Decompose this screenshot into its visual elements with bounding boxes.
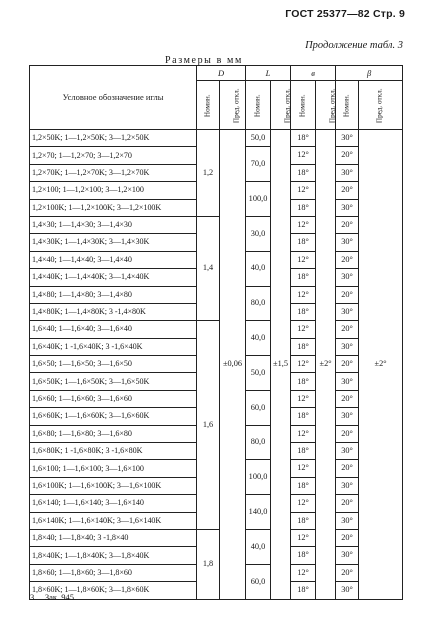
l-nominal-cell: 40,0 [246, 529, 271, 564]
b-nominal-cell: 18° [291, 234, 316, 251]
sub-header-nominal: Номин. [298, 94, 307, 117]
needle-designation: 1,6×60K; 1—1,6×60K; 3—1,6×60K [30, 408, 197, 425]
b-nominal-cell: 18° [291, 443, 316, 460]
b-nominal-cell: 18° [291, 130, 316, 147]
beta-nominal-cell: 20° [336, 460, 359, 477]
beta-nominal-cell: 30° [336, 303, 359, 320]
needle-designation: 1,6×40; 1—1,6×40; 3—1,6×40 [30, 321, 197, 338]
needle-designation: 1,4×80; 1—1,4×80; 3—1,4×80 [30, 286, 197, 303]
needle-designation: 1,6×50; 1—1,6×50; 3—1,6×50 [30, 356, 197, 373]
beta-nominal-cell: 30° [336, 130, 359, 147]
beta-deviation-cell: ±2° [359, 130, 403, 600]
needle-designation: 1,6×80K; 1 -1,6×80K; 3 -1,6×80K [30, 443, 197, 460]
page-label: Стр. 9 [372, 8, 405, 20]
d-nominal-cell: 1,6 [197, 321, 220, 530]
page-footer [30, 592, 74, 602]
needle-designation: 1,2×70; 1—1,2×70; 3—1,2×70 [30, 147, 197, 164]
l-nominal-cell: 80,0 [246, 286, 271, 321]
needles-table [29, 65, 403, 600]
needle-designation: 1,6×50K; 1—1,6×50K; 3—1,6×50K [30, 373, 197, 390]
needle-designation: 1,4×80K; 1—1,4×80K; 3 -1,4×80K [30, 303, 197, 320]
designation-header: Условное обозначение иглы [30, 66, 197, 130]
sub-header-nominal: Номин. [342, 94, 351, 117]
beta-nominal-cell: 20° [336, 182, 359, 199]
beta-nominal-cell: 30° [336, 443, 359, 460]
b-nominal-cell: 18° [291, 338, 316, 355]
l-nominal-cell: 140,0 [246, 495, 271, 530]
table-row [30, 216, 403, 233]
needle-designation: 1,6×100; 1—1,6×100; 3—1,6×100 [30, 460, 197, 477]
beta-nominal-cell: 20° [336, 251, 359, 268]
b-nominal-cell: 12° [291, 390, 316, 407]
l-deviation-cell: ±1,5 [271, 130, 291, 600]
needle-designation: 1,6×140K; 1—1,6×140K; 3—1,6×140K [30, 512, 197, 529]
page-header [285, 8, 405, 20]
beta-nominal-cell: 20° [336, 356, 359, 373]
table-body [30, 130, 403, 600]
l-nominal-cell: 80,0 [246, 425, 271, 460]
group-header-L: L [246, 66, 291, 81]
beta-nominal-cell: 30° [336, 477, 359, 494]
b-nominal-cell: 12° [291, 182, 316, 199]
d-nominal-cell: 1,8 [197, 529, 220, 599]
beta-nominal-cell: 30° [336, 512, 359, 529]
sub-header-deviation: Пред. откл. [232, 88, 241, 123]
table-row [30, 130, 403, 147]
needle-designation: 1,4×30K; 1—1,4×30K; 3—1,4×30K [30, 234, 197, 251]
l-nominal-cell: 50,0 [246, 356, 271, 391]
group-header-b: в [291, 66, 336, 81]
d-nominal-cell: 1,4 [197, 216, 220, 320]
b-nominal-cell: 12° [291, 529, 316, 546]
b-nominal-cell: 18° [291, 408, 316, 425]
table-row [30, 321, 403, 338]
b-nominal-cell: 18° [291, 373, 316, 390]
beta-nominal-cell: 20° [336, 425, 359, 442]
b-nominal-cell: 12° [291, 216, 316, 233]
beta-nominal-cell: 30° [336, 338, 359, 355]
b-nominal-cell: 18° [291, 512, 316, 529]
table-row [30, 529, 403, 546]
b-nominal-cell: 18° [291, 582, 316, 599]
l-nominal-cell: 60,0 [246, 564, 271, 599]
l-nominal-cell: 100,0 [246, 460, 271, 495]
beta-nominal-cell: 30° [336, 373, 359, 390]
beta-nominal-cell: 20° [336, 216, 359, 233]
b-deviation-cell: ±2° [316, 130, 336, 600]
standard-number: ГОСТ 25377—82 [285, 8, 370, 20]
continuation-caption: Продолжение табл. 3 [305, 40, 403, 51]
needle-designation: 1,8×40K; 1—1,8×40K; 3—1,8×40K [30, 547, 197, 564]
needle-designation: 1,2×100; 1—1,2×100; 3—1,2×100 [30, 182, 197, 199]
l-nominal-cell: 100,0 [246, 182, 271, 217]
needle-designation: 1,8×60; 1—1,8×60; 3—1,8×60 [30, 564, 197, 581]
needle-designation: 1,4×40K; 1—1,4×40K; 3—1,4×40K [30, 269, 197, 286]
b-nominal-cell: 18° [291, 199, 316, 216]
b-nominal-cell: 12° [291, 356, 316, 373]
l-nominal-cell: 50,0 [246, 130, 271, 147]
beta-nominal-cell: 20° [336, 529, 359, 546]
b-nominal-cell: 12° [291, 286, 316, 303]
sub-header-nominal: Номин. [253, 94, 262, 117]
l-nominal-cell: 40,0 [246, 321, 271, 356]
beta-nominal-cell: 20° [336, 564, 359, 581]
needle-designation: 1,8×40; 1—1,8×40; 3 -1,8×40 [30, 529, 197, 546]
needle-designation: 1,2×50K; 1—1,2×50K; 3—1,2×50K [30, 130, 197, 147]
needle-designation: 1,2×100K; 1—1,2×100K; 3—1,2×100K [30, 199, 197, 216]
beta-nominal-cell: 30° [336, 408, 359, 425]
needle-designation: 1,2×70K; 1—1,2×70K; 3—1,2×70K [30, 164, 197, 181]
beta-nominal-cell: 20° [336, 390, 359, 407]
beta-nominal-cell: 30° [336, 164, 359, 181]
d-nominal-cell: 1,2 [197, 130, 220, 217]
beta-nominal-cell: 20° [336, 286, 359, 303]
b-nominal-cell: 12° [291, 495, 316, 512]
sub-header-deviation: Пред. откл. [283, 88, 292, 123]
beta-nominal-cell: 30° [336, 582, 359, 599]
b-nominal-cell: 18° [291, 269, 316, 286]
b-nominal-cell: 12° [291, 251, 316, 268]
beta-nominal-cell: 30° [336, 269, 359, 286]
footer-page-number: 3 [30, 592, 35, 602]
b-nominal-cell: 12° [291, 147, 316, 164]
needle-designation: 1,4×30; 1—1,4×30; 3—1,4×30 [30, 216, 197, 233]
b-nominal-cell: 12° [291, 460, 316, 477]
needle-designation: 1,8×60K; 1—1,8×60K; 3—1,8×60K [30, 582, 197, 599]
b-nominal-cell: 18° [291, 547, 316, 564]
beta-nominal-cell: 20° [336, 495, 359, 512]
group-header-D: D [197, 66, 246, 81]
b-nominal-cell: 18° [291, 477, 316, 494]
beta-nominal-cell: 30° [336, 234, 359, 251]
needle-designation: 1,6×60; 1—1,6×60; 3—1,6×60 [30, 390, 197, 407]
beta-nominal-cell: 20° [336, 147, 359, 164]
needle-designation: 1,6×140; 1—1,6×140; 3—1,6×140 [30, 495, 197, 512]
needle-designation: 1,6×100K; 1—1,6×100K; 3—1,6×100K [30, 477, 197, 494]
group-header-beta: β [336, 66, 403, 81]
needle-designation: 1,4×40; 1—1,4×40; 3—1,4×40 [30, 251, 197, 268]
sub-header-deviation: Пред. откл. [328, 88, 337, 123]
b-nominal-cell: 18° [291, 164, 316, 181]
dimensions-label: Размеры в мм [165, 55, 243, 66]
b-nominal-cell: 18° [291, 303, 316, 320]
footer-order: Зак. 945 [44, 592, 75, 602]
l-nominal-cell: 40,0 [246, 251, 271, 286]
b-nominal-cell: 12° [291, 564, 316, 581]
l-nominal-cell: 70,0 [246, 147, 271, 182]
b-nominal-cell: 12° [291, 425, 316, 442]
l-nominal-cell: 60,0 [246, 390, 271, 425]
sub-header-nominal: Номин. [203, 94, 212, 117]
sub-header-deviation: Пред. откл. [375, 88, 384, 123]
beta-nominal-cell: 30° [336, 547, 359, 564]
b-nominal-cell: 12° [291, 321, 316, 338]
l-nominal-cell: 30,0 [246, 216, 271, 251]
beta-nominal-cell: 20° [336, 321, 359, 338]
needle-designation: 1,6×40K; 1 -1,6×40K; 3 -1,6×40K [30, 338, 197, 355]
needle-designation: 1,6×80; 1—1,6×80; 3—1,6×80 [30, 425, 197, 442]
d-deviation-cell: ±0,06 [220, 130, 246, 600]
beta-nominal-cell: 30° [336, 199, 359, 216]
